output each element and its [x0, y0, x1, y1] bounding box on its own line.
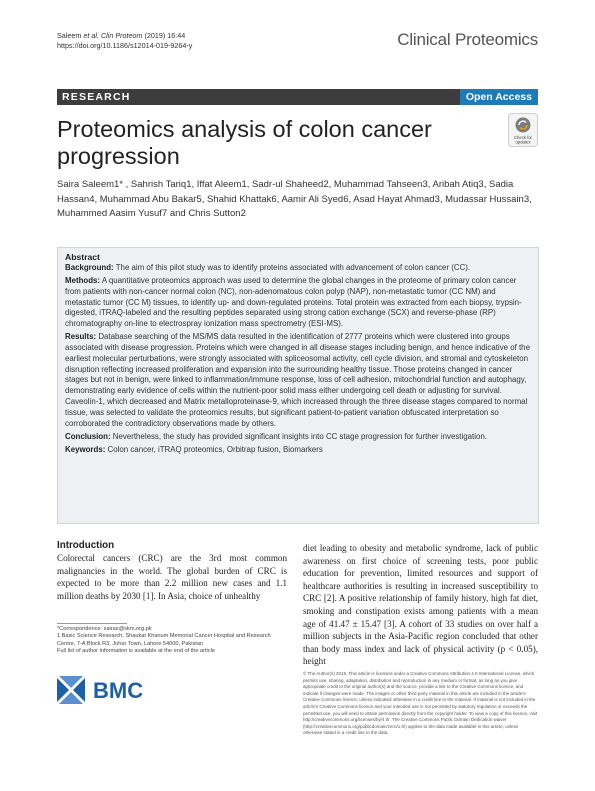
author-list [57, 178, 537, 222]
update-icon [516, 118, 531, 133]
abstract-methods: Methods: A quantitative proteomics approach was used to determine the global changes in the proteome of primary colon cancer from patients with non-cancer normal colon (NC), non-adenomatous colon polyp (NAP), non-metastatic tumor (CC NM) and metastatic tumor (CC M) tissues, to identify up- and down-regulated proteins. Total protein was extracted from each biopsy, trypsin-digested, iTRAQ-labeled and the resulting peptides separated using strong cation exchange (SCX) and reverse-phase (RP) chromatography on-line to electrospray ionization mass spectrometry (ESI-MS). [65, 275, 522, 329]
license-text: © The Author(s) 2019. This article is licensed under a Creative Commons Attribution 4.0 International License, which permits use, sharing, adaptation, distribution and reproduction in any medium or format, as long as you give appropriate credit to the original author(s) and the source, provide a link to the Creative Commons licence, and indicate if changes were made. The images or other third party material in this article are included in the article's Creative Commons licence, unless indicated otherwise in a credit line to the material. If material is not included in the article's Creative Commons licence and your intended use is not permitted by statutory regulation or exceeds the permitted use, you will need to obtain permission directly from the copyright holder. To view a copy of this licence, visit http://creativecommons.org/licenses/by/4.0/. The Creative Commons Public Domain Dedication waiver (http://creativecommons.org/publicdomain/zero/1.0/) applies to the data made available in this article, unless otherwise stated in a credit line to the data. [303, 671, 538, 736]
abstract-results: Results: Database searching of the MS/MS data resulted in the identification of 2777 proteins which were clustered into groups associated with disease progression. Proteins which were changed in all disease stages including benign, and hence indicative of the earliest molecular perturbations, were strongly associated with spliceosomal activity, cell cycle division, and stromal and cytoskeleton disruption reflecting increased proliferation and expansion into the surrounding healthy tissue. Those proteins changed in cancer stages but not in benign, were linked to inflammation/immune response, loss of cell adhesion, mitochondrial function and autophagy, demonstrating early evidence of cells within the nutrient-poor solid mass either undergoing cell death or adjusting for survival. Caveolin-1, which decreased and Matrix metalloproteinase-9, which increased through the three disease stages compared to normal tissue, was selected to validate the proteomics results, but significant patient-to-patient variation obfuscated interpretation so corroborated the contradictory observations made by others. [65, 332, 530, 428]
footnotes [57, 626, 287, 655]
more-author-info: Full list of author information is available at the end of the article [57, 647, 215, 654]
intro-left-column: Colorectal cancers (CRC) are the 3rd most common malignancies in the world. The global burden of CRC is expected to be more than 2.2 million new cases and 1.1 million deaths by 2030 [1]. In Asia, choice of unhealthy [57, 553, 287, 601]
affiliation: 1 Basic Science Research, Shaukat Khanum Memorial Cancer Hospital and Research Centre, 7-A Block R3, Johar Town, Lahore 54000, Pakistan [57, 633, 271, 647]
abstract-background: Background: The aim of this pilot study was to identify proteins associated with advancement of colon cancer (CC). [65, 263, 471, 272]
footnote-divider [57, 623, 127, 624]
authors-text: Saira Saleem1* , Sahrish Tariq1, Iffat Aleem1, Sadr-ul Shaheed2, Muhammad Tahseen3, Aribah Atiq3, Sadia Hassan4, Muhammad Abu Bakar5, Shahid Khattak6, Aamir Ali Syed6, Asad Hayat Ahmad3, Mudassar Hussain3, Muhammed Aasim Yusuf7 and Chris Sutton2 [57, 179, 532, 219]
open-access-label: Open Access [460, 89, 538, 105]
citation-line [57, 31, 192, 51]
bmc-wordmark: BMC [93, 678, 144, 703]
citation-author: Saleem [57, 31, 82, 40]
abstract-keywords: Keywords: Colon cancer, iTRAQ proteomics, Orbitrap fusion, Biomarkers [65, 444, 323, 454]
section-label: RESEARCH [62, 90, 131, 103]
citation-journal: et al. Clin Proteom [83, 31, 143, 40]
check-for-updates-badge[interactable] [508, 113, 538, 147]
badge-line2: updates [515, 139, 531, 145]
correspondence: *Correspondence: sairas@skm.org.pk [57, 626, 152, 632]
introduction-heading: Introduction [57, 540, 115, 551]
intro-right-column: diet leading to obesity and metabolic syndrome, lack of public awareness on first choice of screening tests, poor public education for prevention, limited resources and support of healthcare authorities is resulting in increased susceptibility to CRC [2]. A positive relationship of family history, high fat diet, smoking and constipation exists among patients with a mean age of 41.47 ± 15.47 [3]. A cohort of 33 studies on over half a million subjects in the Asia-Pacific region concluded that other than body mass index and lack of physical activity (p < 0.05), height [303, 543, 538, 667]
abstract-box [57, 247, 539, 524]
bmc-logo [57, 676, 162, 704]
badge-line1: Check for [514, 135, 532, 140]
citation-year: (2019) 16:44 [144, 31, 186, 40]
article-title: Proteomics analysis of colon cancer progression [57, 116, 432, 169]
doi-link[interactable]: https://doi.org/10.1186/s12014-019-9264-y [57, 41, 193, 50]
abstract-heading: Abstract [65, 252, 100, 262]
journal-name: Clinical Proteomics [397, 30, 538, 49]
abstract-conclusion: Conclusion: Nevertheless, the study has provided significant insights into CC stage progression for further investigation. [65, 431, 487, 441]
